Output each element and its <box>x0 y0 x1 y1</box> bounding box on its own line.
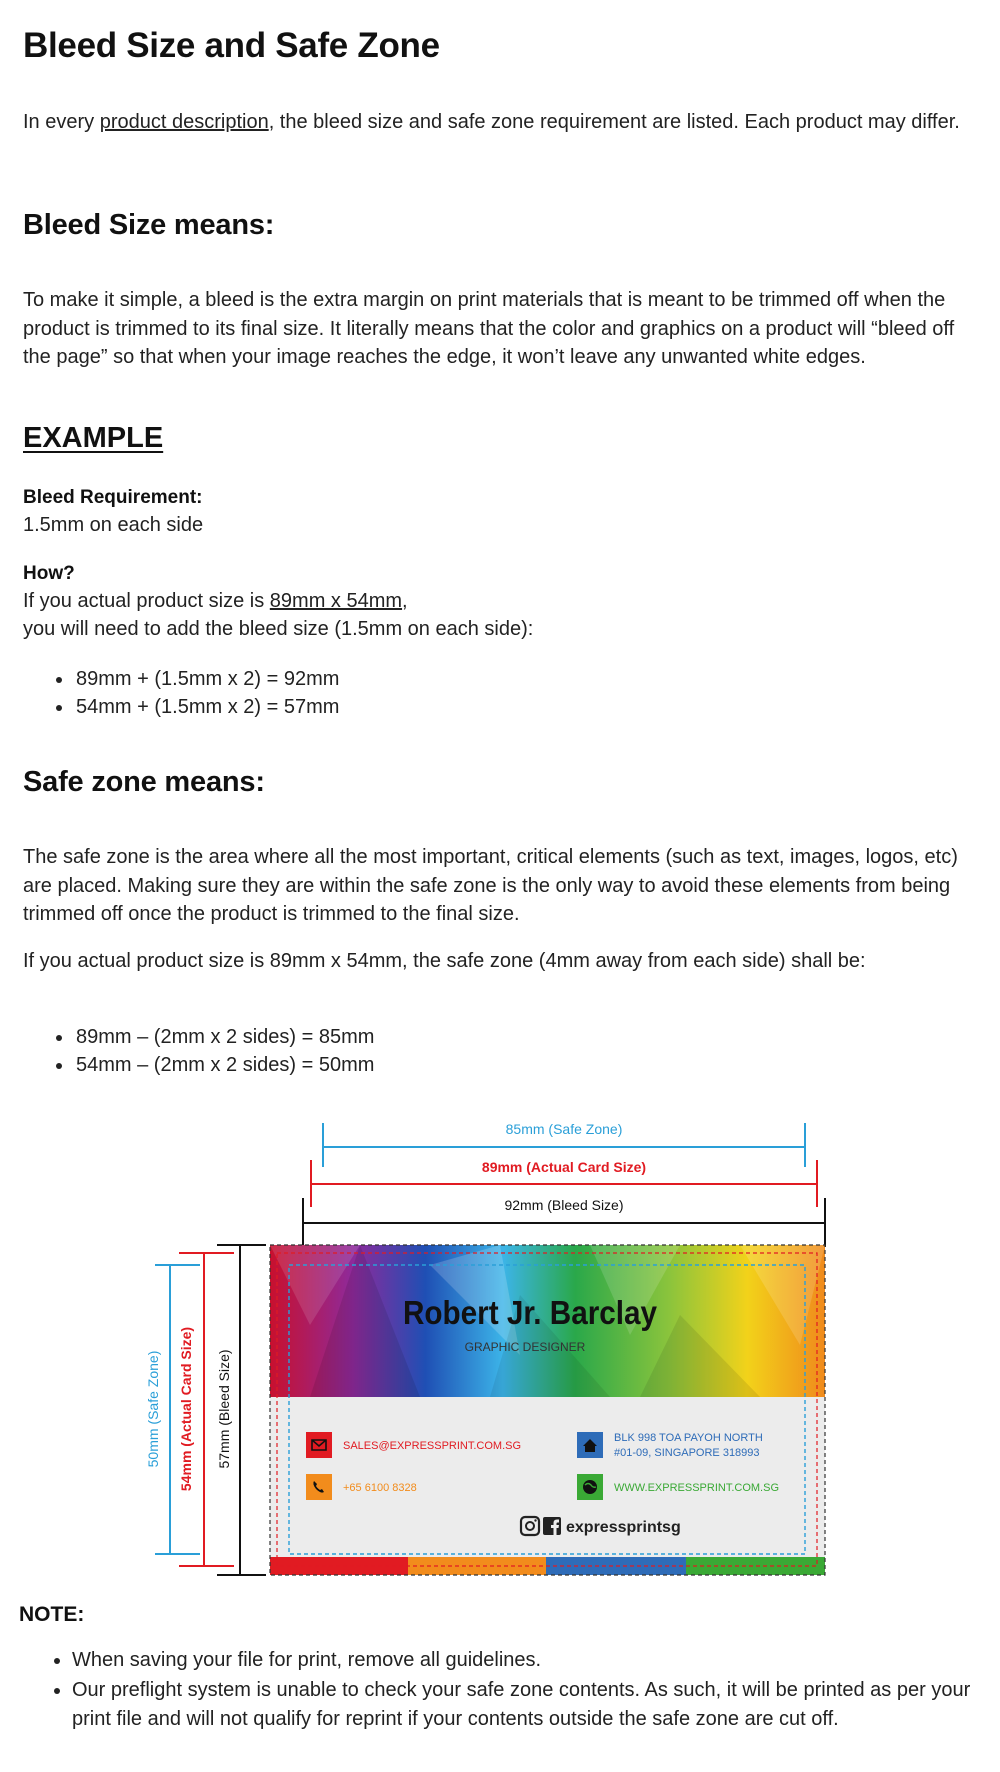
intro-text-end: , the bleed size and safe zone requirement are listed. Each product may differ. <box>268 111 960 133</box>
how-line-1-end: , <box>402 590 408 612</box>
page-title: Bleed Size and Safe Zone <box>23 26 440 65</box>
bleed-requirement-value: 1.5mm on each side <box>23 514 204 536</box>
list-item: • When saving your file for print, remove all guidelines. <box>72 1646 992 1676</box>
safe-zone-heading: Safe zone means: <box>23 766 265 798</box>
card-address-line-1: BLK 998 TOA PAYOH NORTH <box>614 1432 763 1444</box>
list-item: • 54mm – (2mm x 2 sides) = 50mm <box>74 1051 374 1079</box>
actual-width-label: 89mm (Actual Card Size) <box>481 1159 647 1175</box>
note-list <box>48 1646 992 1735</box>
bleed-calc-list <box>50 665 339 721</box>
list-item: • 54mm + (1.5mm x 2) = 57mm <box>74 693 339 721</box>
list-item: • 89mm – (2mm x 2 sides) = 85mm <box>74 1023 374 1051</box>
card-name: Robert Jr. Barclay <box>402 1294 658 1332</box>
note-heading: NOTE: <box>19 1603 85 1626</box>
globe-icon <box>577 1474 603 1500</box>
product-description-link[interactable]: product description <box>99 111 269 133</box>
actual-size-text: 89mm x 54mm <box>269 590 403 612</box>
how-line-2: you will need to add the bleed size (1.5mm on each side): <box>23 618 534 640</box>
envelope-icon <box>306 1432 332 1458</box>
intro-text-start: In every <box>23 111 100 133</box>
business-card <box>270 1245 825 1575</box>
safe-zone-paragraph: The safe zone is the area where all the most important, critical elements (such as text, images, logos, etc) are placed. Making sure they are within the safe zone is the only way to avoid these elements from being trimmed off once the product is trimmed to the final size. <box>23 846 958 925</box>
safe-zone-size-paragraph: If you actual product size is 89mm x 54mm, the safe zone (4mm away from each side) shall be: <box>23 950 866 972</box>
footer-strip-green <box>686 1557 825 1575</box>
actual-height-label: 54mm (Actual Card Size) <box>178 1326 194 1492</box>
bleed-requirement-label: Bleed Requirement: <box>23 487 203 508</box>
card-role: GRAPHIC DESIGNER <box>464 1340 586 1354</box>
intro-paragraph <box>23 108 983 137</box>
card-phone: +65 6100 8328 <box>343 1482 417 1494</box>
bleed-heading: Bleed Size means: <box>23 209 275 241</box>
how-label: How? <box>23 563 75 584</box>
how-line-1-start: If you actual product size is <box>23 590 270 612</box>
list-item: • Our preflight system is unable to check your safe zone contents. As such, it will be printed as per your print file and will not qualify for reprint if your contents outside the safe zone are cut off. <box>72 1676 992 1735</box>
bleed-paragraph: To make it simple, a bleed is the extra margin on print materials that is meant to be trimmed off when the product is trimmed to its final size. It literally means that the color and graphics on a product will “bleed off the page” so that when your image reaches the edge, it won’t leave any unwanted white edges. <box>23 289 955 368</box>
safe-calc-list <box>50 1023 374 1079</box>
safe-width-label: 85mm (Safe Zone) <box>505 1121 623 1137</box>
safe-height-label: 50mm (Safe Zone) <box>145 1350 161 1468</box>
bleed-height-label: 57mm (Bleed Size) <box>216 1349 232 1469</box>
card-address-line-2: #01-09, SINGAPORE 318993 <box>614 1447 760 1459</box>
example-heading: EXAMPLE <box>23 422 164 454</box>
facebook-icon <box>543 1517 561 1535</box>
bleed-safe-zone-diagram <box>145 1095 850 1575</box>
card-email: SALES@EXPRESSPRINT.COM.SG <box>343 1440 522 1452</box>
list-item: • 89mm + (1.5mm x 2) = 92mm <box>74 665 339 693</box>
bleed-width-label: 92mm (Bleed Size) <box>504 1197 624 1213</box>
bleed-width-dimension <box>303 1197 825 1247</box>
how-line-1 <box>23 587 983 616</box>
phone-icon <box>306 1474 332 1500</box>
card-social-handle: expressprintsg <box>566 1519 681 1536</box>
home-icon <box>577 1432 603 1458</box>
card-website: WWW.EXPRESSPRINT.COM.SG <box>614 1482 780 1494</box>
bleed-height-dimension <box>216 1245 266 1575</box>
